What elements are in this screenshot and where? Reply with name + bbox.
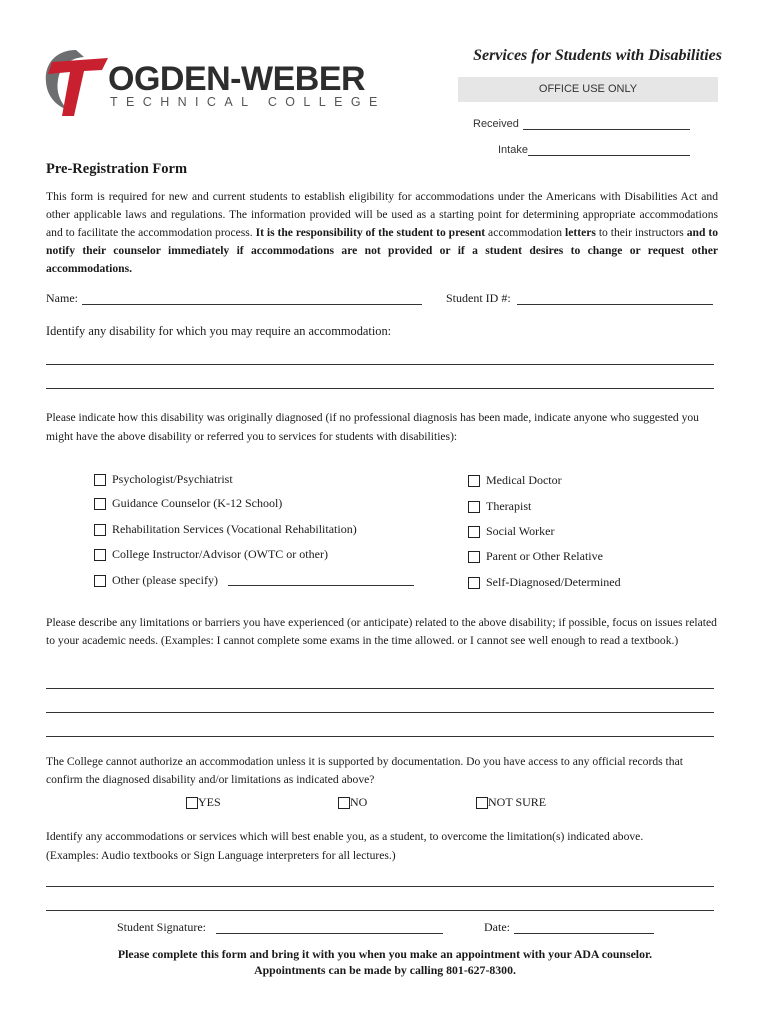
disability-prompt: Identify any disability for which you may require an accommodation: <box>46 324 392 338</box>
option-label: Psychologist/Psychiatrist <box>112 472 233 486</box>
signature-label: Student Signature: <box>117 920 206 934</box>
intake-row <box>498 144 528 156</box>
accommodations-line-1[interactable] <box>46 886 714 887</box>
logo-wordmark: OGDEN-WEBER <box>108 60 366 98</box>
logo-subtitle: TECHNICAL COLLEGE <box>110 95 386 109</box>
college-logo <box>38 44 386 124</box>
diagnosis-prompt: Please indicate how this disability was originally diagnosed (if no professional diagnosis has been made, indicate anyone who suggested you might have the above disability or referred you to services for students with disabilities): <box>46 411 699 443</box>
checkbox[interactable] <box>338 797 350 809</box>
department-title: Services for Students with Disabilities <box>473 47 722 64</box>
checkbox[interactable] <box>468 577 480 589</box>
intro-text-3: to their instructors <box>598 226 684 239</box>
intro-bold-text-1: It is the responsibility of the student to present <box>255 226 486 239</box>
limitations-prompt: Please describe any limitations or barriers you have experienced (or anticipate) related to the above disability; if possible, focus on issues related to your academic needs. (Examples: I cannot complete some exams in the time allowed. or I cannot see well enough to read a textbook.) <box>46 616 717 647</box>
office-use-label: OFFICE USE ONLY <box>538 83 638 95</box>
intake-label: Intake <box>498 144 528 156</box>
option-label: College Instructor/Advisor (OWTC or other) <box>112 547 328 561</box>
intro-bold-text-2: letters <box>565 226 596 239</box>
option-label: Parent or Other Relative <box>486 549 603 563</box>
documentation-prompt: The College cannot authorize an accommodation unless it is supported by documentation. Do you have access to any official records that confirm the diagnosed disability and/or limitations as indicated above? <box>46 755 683 786</box>
student-id-field[interactable] <box>517 304 713 305</box>
date-label: Date: <box>484 920 510 934</box>
checkbox[interactable] <box>468 551 480 563</box>
option-label: Therapist <box>486 499 532 513</box>
checkbox[interactable] <box>94 575 106 587</box>
checkbox[interactable] <box>94 474 106 486</box>
form-title: Pre-Registration Form <box>46 161 188 177</box>
option-label: Guidance Counselor (K-12 School) <box>112 496 283 510</box>
intro-paragraph <box>46 188 718 278</box>
name-label: Name: <box>46 291 78 305</box>
checkbox[interactable] <box>186 797 198 809</box>
disability-line-2[interactable] <box>46 388 714 389</box>
accommodations-examples: (Examples: Audio textbooks or Sign Language interpreters for all lectures.) <box>46 849 396 862</box>
student-id-label: Student ID #: <box>446 291 511 305</box>
name-field[interactable] <box>82 304 422 305</box>
received-label: Received <box>473 118 519 130</box>
footer-instructions: Please complete this form and bring it with you when you make an appointment with your ADA counselor. <box>117 947 653 961</box>
option-label: Rehabilitation Services (Vocational Rehabilitation) <box>112 522 357 536</box>
intro-text-2: accommodation <box>488 226 563 239</box>
checkbox[interactable] <box>468 475 480 487</box>
logo-swoosh-icon <box>38 44 118 124</box>
signature-field[interactable] <box>216 933 443 934</box>
disability-line-1[interactable] <box>46 364 714 365</box>
option-label: Medical Doctor <box>486 473 562 487</box>
other-specify-field[interactable] <box>228 585 414 586</box>
intake-field[interactable] <box>528 155 690 156</box>
checkbox[interactable] <box>94 549 106 561</box>
limitations-line-1[interactable] <box>46 688 714 689</box>
checkbox[interactable] <box>94 524 106 536</box>
option-label: Other (please specify) <box>112 573 218 587</box>
footer-phone: Appointments can be made by calling 801-627-8300. <box>254 963 516 977</box>
accommodations-prompt: Identify any accommodations or services which will best enable you, as a student, to overcome the limitation(s) indicated above. <box>46 830 644 843</box>
checkbox[interactable] <box>94 498 106 510</box>
checkbox[interactable] <box>476 797 488 809</box>
limitations-line-2[interactable] <box>46 712 714 713</box>
checkbox[interactable] <box>468 501 480 513</box>
checkbox[interactable] <box>468 526 480 538</box>
accommodations-line-2[interactable] <box>46 910 714 911</box>
date-field[interactable] <box>514 933 654 934</box>
limitations-line-3[interactable] <box>46 736 714 737</box>
intro-text: This form is required for new and current students to establish eligibility for accommodations under the Americans with Disabilities Act and other applicable laws and regulations. The information provided will be used as a starting point for determining appropriate accommodations and to facilitate the accommodation process. <box>46 190 718 239</box>
option-label: YES <box>198 795 221 809</box>
received-field[interactable] <box>523 129 690 130</box>
option-label: NOT SURE <box>488 795 547 809</box>
office-use-banner <box>458 77 718 102</box>
received-row <box>473 118 519 130</box>
intro-bold-text-3: and to notify their counselor immediately if accommodations are not provided or if a student desires to change or request other accommodations. <box>46 226 718 275</box>
option-label: Social Worker <box>486 524 555 538</box>
option-label: NO <box>350 795 368 809</box>
option-label: Self-Diagnosed/Determined <box>486 575 621 589</box>
